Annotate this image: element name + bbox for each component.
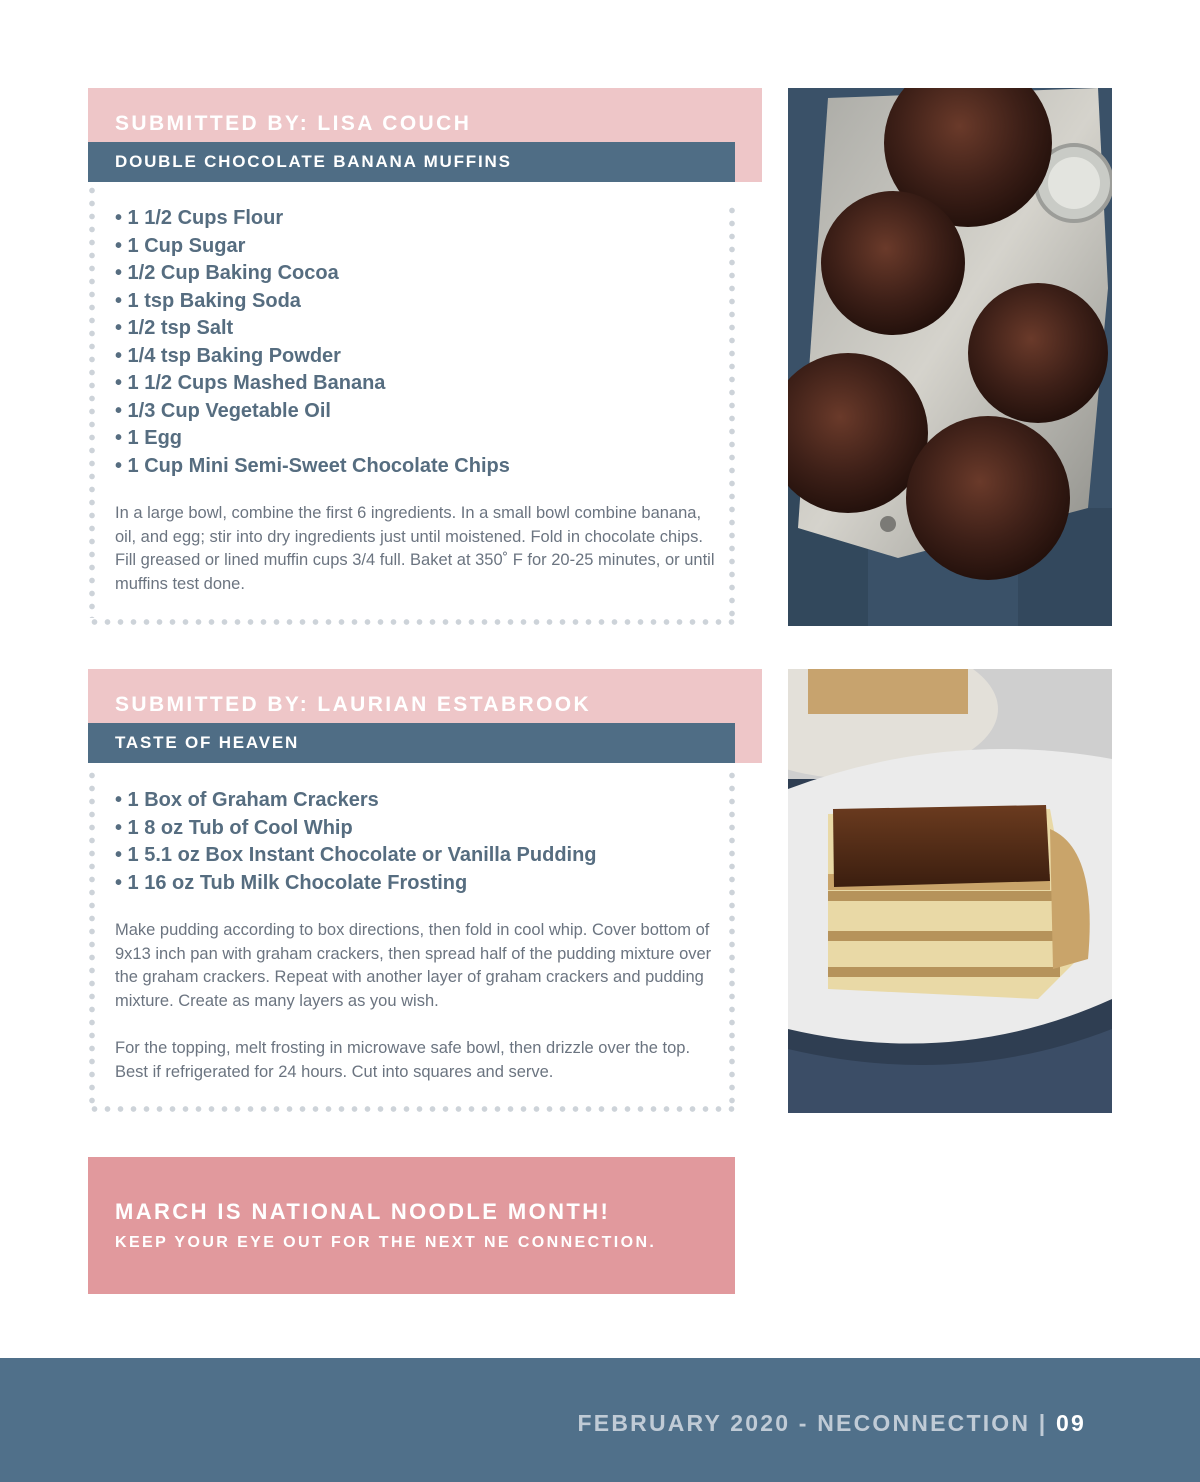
ingredient-item: • 1 Box of Graham Crackers	[115, 789, 379, 811]
recipe-instructions: Make pudding according to box directions, then fold in cool whip. Cover bottom of 9x13 inch pan with graham crackers, then spread half of the pudding mixture over the graham crackers. Repeat with another layer of graham crackers and pudding mixture. Create as many layers as you wish.	[115, 921, 712, 1010]
recipe-card-muffins	[88, 88, 762, 628]
dotted-border-left	[88, 184, 96, 618]
recipe-title-band	[88, 142, 735, 182]
muffins-photo	[788, 88, 1112, 626]
footer-issue-label	[578, 1410, 1086, 1437]
page-footer	[0, 1358, 1200, 1482]
dotted-border-right	[728, 769, 736, 1105]
ingredient-item: • 1 tsp Baking Soda	[115, 289, 301, 312]
ingredient-item: • 1/3 Cup Vegetable Oil	[115, 399, 331, 422]
page-number: 09	[1056, 1410, 1086, 1436]
banner-subtitle: KEEP YOUR EYE OUT FOR THE NEXT NE CONNECTION.	[115, 1234, 657, 1251]
dotted-border-bottom	[88, 1105, 736, 1113]
dessert-photo	[788, 669, 1112, 1113]
ingredient-item: • 1 Cup Sugar	[115, 234, 246, 257]
recipe-instructions-topping: For the topping, melt frosting in microwave safe bowl, then drizzle over the top. Best if refrigerated for 24 hours. Cut into squares and serve.	[115, 1039, 691, 1081]
banner-title: MARCH IS NATIONAL NOODLE MONTH!	[115, 1199, 611, 1224]
dotted-border-left	[88, 769, 96, 1105]
ingredient-list	[115, 205, 510, 480]
ingredient-item: • 1/4 tsp Baking Powder	[115, 344, 341, 367]
ingredient-item: • 1 16 oz Tub Milk Chocolate Frosting	[115, 871, 468, 894]
ingredient-item: • 1 5.1 oz Box Instant Chocolate or Vanilla Pudding	[115, 844, 597, 866]
ingredient-item: • 1 Egg	[115, 427, 183, 449]
ingredient-item: • 1 1/2 Cups Flour	[115, 207, 284, 229]
dessert-illustration	[788, 669, 1112, 1113]
submitted-by-label: SUBMITTED BY: LISA COUCH	[115, 112, 472, 135]
dotted-border-bottom	[88, 618, 736, 626]
announcement-banner	[88, 1157, 735, 1294]
ingredient-item: • 1 8 oz Tub of Cool Whip	[115, 816, 353, 839]
submitted-by-label: SUBMITTED BY: LAURIAN ESTABROOK	[115, 693, 592, 716]
ingredient-item: • 1/2 tsp Salt	[115, 317, 234, 339]
ingredient-item: • 1 1/2 Cups Mashed Banana	[115, 372, 386, 394]
recipe-title: TASTE OF HEAVEN	[115, 733, 300, 752]
recipe-title: DOUBLE CHOCOLATE BANANA MUFFINS	[115, 152, 512, 171]
ingredient-list	[115, 787, 597, 897]
recipe-card-taste-of-heaven	[88, 669, 762, 1115]
ingredient-item: • 1 Cup Mini Semi-Sweet Chocolate Chips	[115, 454, 510, 477]
muffins-illustration	[788, 88, 1112, 626]
dotted-border-right	[728, 204, 736, 618]
recipe-title-band	[88, 723, 735, 763]
ingredient-item: • 1/2 Cup Baking Cocoa	[115, 262, 339, 284]
footer-issue: FEBRUARY 2020 - NECONNECTION |	[577, 1410, 1057, 1436]
recipe-instructions: In a large bowl, combine the first 6 ingredients. In a small bowl combine banana, oil, and egg; stir into dry ingredients just until moistened. Fold in chocolate chips. Fill greased or lined muffin cups 3/4 full. Baket at 350˚ F for 20-25 minutes, or until muffins test done.	[115, 504, 715, 593]
